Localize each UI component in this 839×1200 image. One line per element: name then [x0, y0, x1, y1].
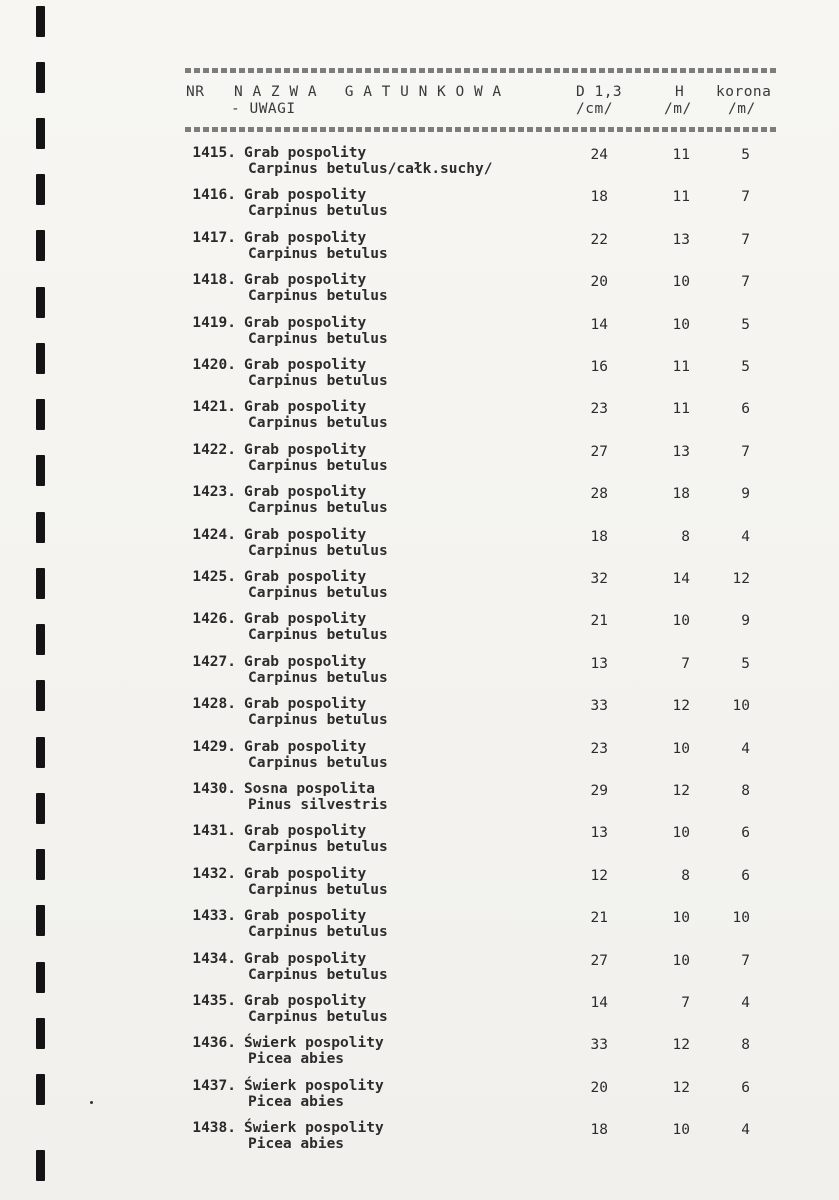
entry-number: 1423.	[192, 484, 236, 501]
species-name: Grab pospolity	[244, 526, 367, 543]
crown-value: 7	[741, 274, 750, 291]
latin-name: Picea abies	[248, 1093, 345, 1110]
crown-value: 4	[741, 995, 750, 1011]
crown-value: 5	[741, 316, 750, 333]
latin-name: Carpinus betulus	[248, 881, 388, 898]
header-notes: - UWAGI	[231, 101, 296, 117]
species-name: Grab pospolity	[244, 569, 367, 585]
latin-name: Carpinus betulus	[248, 415, 388, 432]
crown-value: 5	[741, 147, 750, 163]
list-item	[0, 145, 839, 187]
diameter-value: 14	[590, 995, 608, 1011]
crown-value: 10	[732, 698, 750, 715]
latin-name: Carpinus betulus	[248, 754, 388, 771]
latin-name: Carpinus betulus	[248, 330, 388, 347]
crown-value: 5	[741, 359, 750, 375]
species-name: Sosna pospolita	[244, 781, 375, 797]
crown-value: 12	[732, 571, 750, 587]
height-value: 11	[672, 401, 690, 418]
latin-name: Carpinus betulus	[248, 627, 388, 644]
latin-name: Carpinus betulus	[248, 669, 388, 686]
species-name: Grab pospolity	[244, 993, 367, 1009]
latin-name: Carpinus betulus	[248, 457, 388, 474]
height-value: 10	[672, 952, 690, 969]
entry-number: 1418.	[192, 272, 236, 289]
height-value: 8	[681, 867, 690, 884]
height-value: 7	[681, 655, 690, 672]
entry-number: 1433.	[192, 908, 236, 925]
entry-number: 1426.	[192, 611, 236, 628]
diameter-value: 24	[590, 147, 608, 163]
height-value: 10	[672, 1122, 690, 1139]
height-value: 7	[681, 995, 690, 1011]
height-value: 13	[672, 231, 690, 248]
species-name: Grab pospolity	[244, 399, 367, 416]
list-item	[0, 187, 839, 229]
diameter-value: 20	[590, 274, 608, 291]
height-value: 18	[672, 486, 690, 503]
latin-name: Carpinus betulus	[248, 924, 388, 941]
diameter-value: 33	[590, 1037, 608, 1054]
list-item	[0, 823, 839, 865]
list-item	[0, 1078, 839, 1120]
header-diameter-unit: /cm/	[576, 101, 613, 117]
diameter-value: 18	[590, 528, 608, 545]
species-name: Grab pospolity	[244, 696, 367, 713]
header-bottom-rule	[185, 127, 779, 132]
latin-name: Picea abies	[248, 1051, 345, 1068]
header-species-name: N A Z W A G A T U N K O W A	[234, 84, 502, 100]
list-item	[0, 1035, 839, 1077]
entry-number: 1417.	[192, 229, 236, 246]
species-name: Grab pospolity	[244, 950, 367, 967]
header-diameter-label: D 1,3	[576, 84, 623, 100]
list-item	[0, 399, 839, 441]
diameter-value: 32	[590, 571, 608, 587]
crown-value: 6	[741, 1079, 750, 1096]
list-item	[0, 315, 839, 357]
height-value: 12	[672, 1037, 690, 1054]
species-name: Grab pospolity	[244, 314, 367, 331]
diameter-value: 13	[590, 825, 608, 842]
entry-number: 1428.	[192, 696, 236, 713]
latin-name: Carpinus betulus	[248, 500, 388, 517]
crown-value: 10	[732, 910, 750, 927]
header-height-unit: /m/	[664, 101, 692, 117]
crown-value: 6	[741, 867, 750, 884]
list-item	[0, 696, 839, 738]
species-name: Grab pospolity	[244, 187, 367, 204]
list-item	[0, 484, 839, 526]
entry-number: 1432.	[192, 865, 236, 882]
height-value: 12	[672, 1079, 690, 1096]
entry-number: 1420.	[192, 357, 236, 373]
diameter-value: 29	[590, 783, 608, 799]
species-name: Grab pospolity	[244, 357, 367, 373]
entry-number: 1415.	[192, 145, 236, 161]
diameter-value: 20	[590, 1079, 608, 1096]
header-nr: NR	[186, 84, 205, 100]
crown-value: 6	[741, 825, 750, 842]
latin-name: Carpinus betulus	[248, 1009, 388, 1025]
entry-number: 1419.	[192, 314, 236, 331]
list-item	[0, 569, 839, 611]
entry-number: 1422.	[192, 441, 236, 458]
diameter-value: 16	[590, 359, 608, 375]
list-item	[0, 951, 839, 993]
species-name: Grab pospolity	[244, 229, 367, 246]
latin-name: Carpinus betulus/całk.suchy/	[248, 161, 493, 177]
diameter-value: 18	[590, 189, 608, 206]
species-name: Świerk pospolity	[244, 1077, 384, 1094]
list-item	[0, 1120, 839, 1162]
latin-name: Carpinus betulus	[248, 585, 388, 601]
diameter-value: 27	[590, 952, 608, 969]
crown-value: 7	[741, 231, 750, 248]
species-name: Grab pospolity	[244, 272, 367, 289]
diameter-value: 23	[590, 401, 608, 418]
list-item	[0, 908, 839, 950]
crown-value: 9	[741, 613, 750, 630]
crown-value: 4	[741, 740, 750, 757]
latin-name: Carpinus betulus	[248, 373, 388, 389]
crown-value: 8	[741, 1037, 750, 1054]
height-value: 12	[672, 783, 690, 799]
entry-number: 1437.	[192, 1077, 236, 1094]
diameter-value: 33	[590, 698, 608, 715]
header-crown-label: korona	[716, 84, 772, 100]
crown-value: 6	[741, 401, 750, 418]
list-item	[0, 357, 839, 399]
list-item	[0, 442, 839, 484]
entry-number: 1424.	[192, 526, 236, 543]
latin-name: Carpinus betulus	[248, 712, 388, 729]
diameter-value: 22	[590, 231, 608, 248]
species-name: Grab pospolity	[244, 611, 367, 628]
header-height-label: H	[675, 84, 685, 100]
header-top-rule	[185, 68, 779, 73]
height-value: 11	[672, 189, 690, 206]
species-name: Grab pospolity	[244, 908, 367, 925]
diameter-value: 21	[590, 910, 608, 927]
list-item	[0, 611, 839, 653]
entry-number: 1430.	[192, 781, 236, 797]
diameter-value: 14	[590, 316, 608, 333]
species-name: Grab pospolity	[244, 823, 367, 840]
latin-name: Pinus silvestris	[248, 797, 388, 813]
height-value: 11	[672, 359, 690, 375]
species-name: Świerk pospolity	[244, 1120, 384, 1137]
height-value: 10	[672, 910, 690, 927]
diameter-value: 21	[590, 613, 608, 630]
species-name: Grab pospolity	[244, 865, 367, 882]
diameter-value: 12	[590, 867, 608, 884]
crown-value: 7	[741, 189, 750, 206]
height-value: 10	[672, 316, 690, 333]
height-value: 10	[672, 825, 690, 842]
latin-name: Carpinus betulus	[248, 839, 388, 856]
list-item	[0, 272, 839, 314]
entry-number: 1421.	[192, 399, 236, 416]
diameter-value: 18	[590, 1122, 608, 1139]
list-item	[0, 527, 839, 569]
latin-name: Picea abies	[248, 1136, 345, 1153]
crown-value: 5	[741, 655, 750, 672]
crown-value: 4	[741, 1122, 750, 1139]
entry-number: 1427.	[192, 653, 236, 670]
latin-name: Carpinus betulus	[248, 203, 388, 220]
species-name: Grab pospolity	[244, 738, 367, 755]
diameter-value: 28	[590, 486, 608, 503]
crown-value: 8	[741, 783, 750, 799]
paper-speck	[90, 1101, 93, 1104]
list-item	[0, 654, 839, 696]
list-item	[0, 866, 839, 908]
latin-name: Carpinus betulus	[248, 542, 388, 559]
height-value: 14	[672, 571, 690, 587]
latin-name: Carpinus betulus	[248, 966, 388, 983]
height-value: 8	[681, 528, 690, 545]
entry-number: 1425.	[192, 569, 236, 585]
entry-number: 1431.	[192, 823, 236, 840]
species-name: Grab pospolity	[244, 145, 367, 161]
entry-number: 1435.	[192, 993, 236, 1009]
height-value: 11	[672, 147, 690, 163]
height-value: 12	[672, 698, 690, 715]
height-value: 13	[672, 443, 690, 460]
binding-hole	[36, 6, 45, 37]
crown-value: 7	[741, 952, 750, 969]
entry-number: 1436.	[192, 1035, 236, 1052]
species-name: Świerk pospolity	[244, 1035, 384, 1052]
header-crown-unit: /m/	[728, 101, 756, 117]
crown-value: 4	[741, 528, 750, 545]
diameter-value: 27	[590, 443, 608, 460]
list-item	[0, 993, 839, 1035]
species-name: Grab pospolity	[244, 484, 367, 501]
height-value: 10	[672, 613, 690, 630]
entry-number: 1438.	[192, 1120, 236, 1137]
latin-name: Carpinus betulus	[248, 288, 388, 305]
entry-number: 1434.	[192, 950, 236, 967]
height-value: 10	[672, 740, 690, 757]
entry-number: 1416.	[192, 187, 236, 204]
entry-number: 1429.	[192, 738, 236, 755]
crown-value: 9	[741, 486, 750, 503]
list-item	[0, 781, 839, 823]
latin-name: Carpinus betulus	[248, 245, 388, 262]
height-value: 10	[672, 274, 690, 291]
crown-value: 7	[741, 443, 750, 460]
binding-hole	[36, 62, 45, 93]
diameter-value: 13	[590, 655, 608, 672]
species-name: Grab pospolity	[244, 441, 367, 458]
diameter-value: 23	[590, 740, 608, 757]
list-item	[0, 739, 839, 781]
species-name: Grab pospolity	[244, 653, 367, 670]
list-item	[0, 230, 839, 272]
